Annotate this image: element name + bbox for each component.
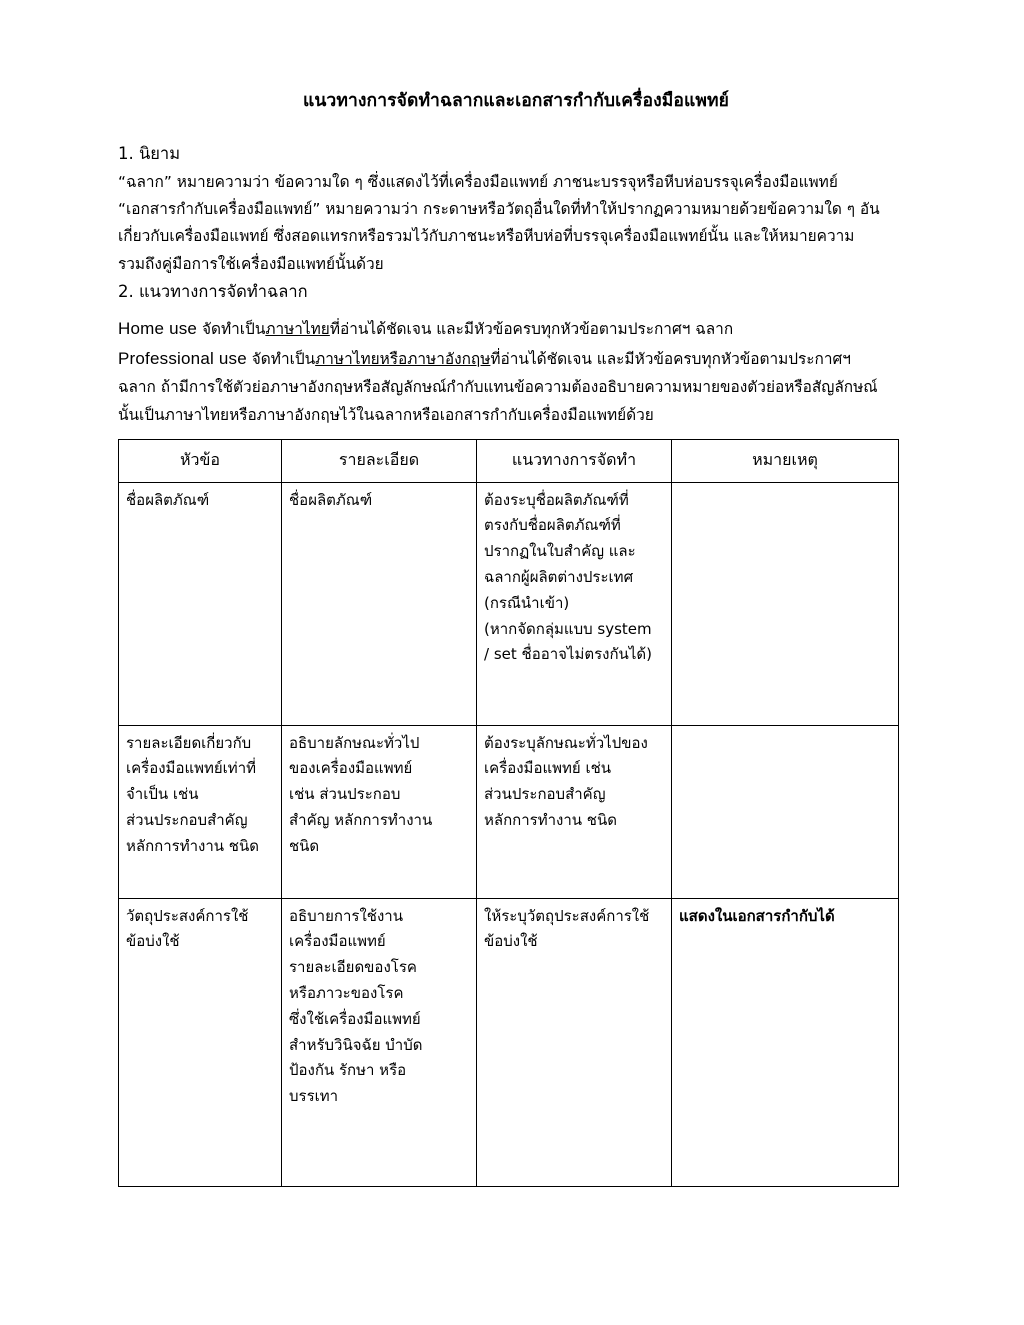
home-use-text-before: จัดทำเป็น	[197, 319, 266, 338]
cell-guideline	[477, 898, 672, 1186]
table-row	[119, 898, 899, 1186]
cell-line: ของเครื่องมือแพทย์	[289, 759, 413, 778]
professional-use-text-before: จัดทำเป็น	[246, 349, 316, 368]
cell-note	[672, 725, 899, 898]
cell-line: เครื่องมือแพทย์ เช่น	[484, 759, 612, 778]
cell-line: เครื่องมือแพทย์เท่าที่	[126, 759, 257, 778]
cell-line: (หากจัดกลุ่มแบบ system	[484, 619, 652, 638]
cell-line: หรือภาวะของโรค	[289, 983, 404, 1002]
cell-guideline	[477, 482, 672, 725]
table-row	[119, 482, 899, 725]
cell-detail	[282, 725, 477, 898]
cell-line: ชื่อผลิตภัณฑ์	[126, 490, 210, 509]
table-header-detail: รายละเอียด	[282, 440, 477, 483]
labelling-continuation	[118, 374, 914, 429]
definition-ifu-line-2: เกี่ยวกับเครื่องมือแพทย์ ซึ่งสอดแทรกหรือรวมไว้กับภาชนะหรือหีบห่อที่บรรจุเครื่องมือแพทย์นั้น และให้หมายความ	[118, 227, 855, 246]
professional-use-underlined-language: ภาษาไทยหรือภาษาอังกฤษ	[315, 349, 491, 368]
home-use-underlined-language: ภาษาไทย	[265, 319, 330, 338]
cell-line: ข้อบ่งใช้	[484, 932, 538, 951]
cell-line: เช่น ส่วนประกอบ	[289, 785, 401, 804]
definition-label-line-1: “ฉลาก” หมายความว่า ข้อความใด ๆ ซึ่งแสดงไว้ที่เครื่องมือแพทย์ ภาชนะบรรจุหรือหีบห่อบรรจุเครื่องมือแพทย์	[118, 172, 838, 191]
table-body	[119, 482, 899, 1186]
cell-guideline	[477, 725, 672, 898]
cell-line: ซึ่งใช้เครื่องมือแพทย์	[289, 1009, 421, 1028]
cell-line: วัตถุประสงค์การใช้	[126, 906, 249, 925]
cell-line: ฉลากผู้ผลิตต่างประเทศ	[484, 567, 634, 586]
cell-line: ตรงกับชื่อผลิตภัณฑ์ที่	[484, 516, 621, 535]
cell-line: หลักการทำงาน ชนิด	[126, 836, 259, 855]
cell-line: รายละเอียดเกี่ยวกับ	[126, 733, 252, 752]
cell-topic	[119, 482, 282, 725]
professional-use-tag: Professional use	[118, 348, 247, 368]
section-heading-labelling: 2. แนวทางการจัดทำฉลาก	[118, 282, 308, 302]
definition-ifu-line-1: “เอกสารกำกับเครื่องมือแพทย์” หมายความว่า กระดาษหรือวัตถุอื่นใดที่ทำให้ปรากฏความหมายด้วยข้อความใด ๆ อัน	[118, 200, 880, 219]
cell-line: ปรากฏในใบสำคัญ และ	[484, 542, 636, 561]
cell-line: ให้ระบุวัตถุประสงค์การใช้	[484, 906, 650, 925]
cell-line: แสดงในเอกสารกำกับได้	[679, 906, 835, 925]
cell-line: ส่วนประกอบสำคัญ	[484, 785, 606, 804]
cell-line: / set ชื่ออาจไม่ตรงกันได้)	[484, 645, 652, 664]
cell-line: จำเป็น เช่น	[126, 785, 199, 804]
labelling-continuation-line-1: ฉลาก ถ้ามีการใช้ตัวย่อภาษาอังกฤษหรือสัญลักษณ์กำกับแทนข้อความต้องอธิบายความหมายของตัวย่อหรือสัญลักษณ์	[118, 378, 878, 397]
professional-use-text-after: ที่อ่านได้ชัดเจน และมีหัวข้อครบทุกหัวข้อตามประกาศฯ	[490, 349, 851, 368]
cell-detail	[282, 482, 477, 725]
cell-line: (กรณีนำเข้า)	[484, 593, 570, 612]
labelling-guideline-table	[118, 439, 899, 1187]
table-header-note: หมายเหตุ	[672, 440, 899, 483]
definition-ifu-line-3: รวมถึงคู่มือการใช้เครื่องมือแพทย์นั้นด้วย	[118, 254, 384, 273]
cell-line: อธิบายการใช้งาน	[289, 906, 403, 925]
cell-line: หลักการทำงาน ชนิด	[484, 810, 617, 829]
spacer	[118, 307, 914, 314]
cell-detail	[282, 898, 477, 1186]
cell-line: สำคัญ หลักการทำงาน	[289, 810, 433, 829]
professional-use-line	[118, 344, 914, 374]
cell-topic	[119, 725, 282, 898]
cell-line: ชนิด	[289, 836, 320, 855]
cell-note	[672, 898, 899, 1186]
cell-line: รายละเอียดของโรค	[289, 958, 417, 977]
cell-line: ป้องกัน รักษา หรือ	[289, 1061, 407, 1080]
cell-line: ชื่อผลิตภัณฑ์	[289, 490, 373, 509]
home-use-text-after: ที่อ่านได้ชัดเจน และมีหัวข้อครบทุกหัวข้อตามประกาศฯ ฉลาก	[329, 319, 734, 338]
table-header-guideline: แนวทางการจัดทำ	[477, 440, 672, 483]
table-row	[119, 725, 899, 898]
document-content	[118, 88, 914, 1187]
cell-line: ข้อบ่งใช้	[126, 932, 180, 951]
definition-paragraph-ifu	[118, 196, 914, 278]
home-use-line	[118, 314, 914, 344]
table-header-row	[119, 440, 899, 483]
table-header-topic: หัวข้อ	[119, 440, 282, 483]
cell-topic	[119, 898, 282, 1186]
cell-line: เครื่องมือแพทย์	[289, 932, 386, 951]
definition-paragraph-label	[118, 169, 914, 196]
cell-line: บรรเทา	[289, 1087, 339, 1106]
cell-line: ส่วนประกอบสำคัญ	[126, 810, 248, 829]
cell-line: อธิบายลักษณะทั่วไป	[289, 733, 420, 752]
labelling-continuation-line-2: นั้นเป็นภาษาไทยหรือภาษาอังกฤษไว้ในฉลากหรือเอกสารกำกับเครื่องมือแพทย์ด้วย	[118, 405, 654, 424]
home-use-tag: Home use	[118, 318, 198, 338]
section-heading-definitions: 1. นิยาม	[118, 144, 181, 164]
cell-line: ต้องระบุชื่อผลิตภัณฑ์ที่	[484, 490, 629, 509]
page-title: แนวทางการจัดทำฉลากและเอกสารกำกับเครื่องมือแพทย์	[302, 91, 730, 111]
cell-line: ต้องระบุลักษณะทั่วไปของ	[484, 733, 648, 752]
cell-line: สำหรับวินิจฉัย บำบัด	[289, 1035, 423, 1054]
cell-note	[672, 482, 899, 725]
